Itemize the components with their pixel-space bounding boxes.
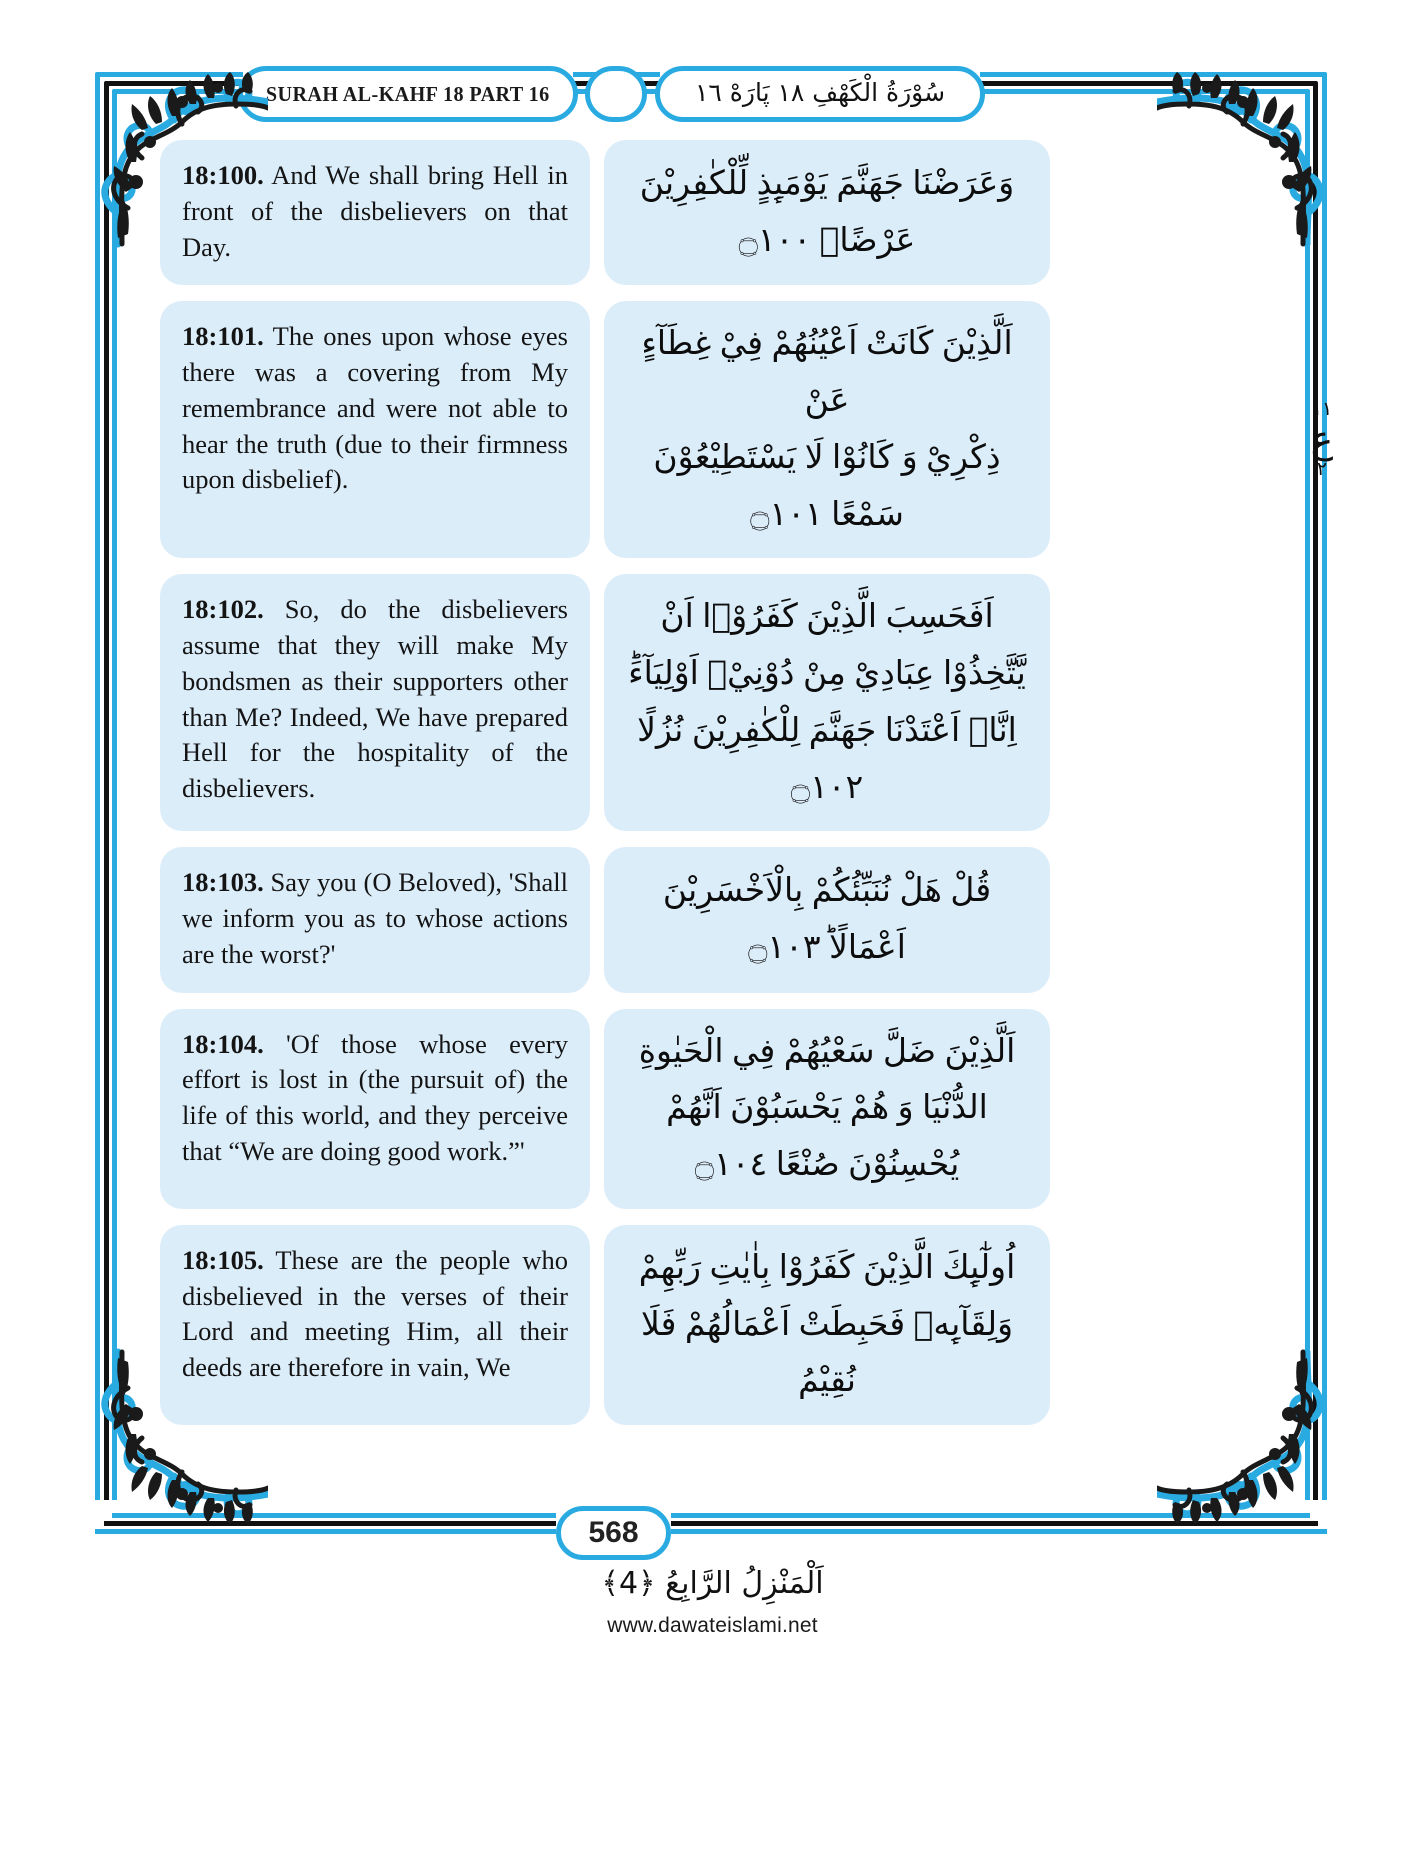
verse-reference: 18:105. bbox=[182, 1244, 264, 1275]
arabic-line: يَّتَّخِذُوْا عِبَادِيْ مِنْ دُوْنِيْۤ اَوْلِيَآءَؕ bbox=[628, 653, 1026, 693]
verse-translation-text: 'Of those whose every effort is lost in (the pursuit of) the life of this world, and they perceive that “We are doing good work.”' bbox=[182, 1028, 568, 1166]
header-connector-knob bbox=[585, 66, 647, 122]
below-frame-whitespace bbox=[0, 1500, 1425, 1850]
arabic-line: اُولٰٓىِٕكَ الَّذِيْنَ كَفَرُوْا بِاٰيٰتِ رَبِّهِمْ bbox=[638, 1246, 1016, 1286]
verse-translation-text: And We shall bring Hell in front of the disbelievers on that Day. bbox=[182, 160, 568, 262]
verse-translation-bubble bbox=[160, 140, 590, 285]
footer-rule-outer bbox=[95, 1529, 1327, 1534]
website-url: www.dawateislami.net bbox=[607, 1614, 818, 1637]
verse-arabic-bubble bbox=[604, 140, 1050, 285]
manzil-label: اَلْمَنْزِلُ الرَّابِعُ ﴿4﴾ bbox=[601, 1566, 824, 1601]
arabic-line: الدُّنْيَا وَ هُمْ يَحْسَبُوْنَ اَنَّهُمْ bbox=[666, 1087, 988, 1127]
footer-rule-middle bbox=[104, 1521, 1318, 1526]
page-number: 568 bbox=[588, 1516, 639, 1549]
verse-translation-bubble bbox=[160, 574, 590, 831]
verse-reference: 18:101. bbox=[182, 321, 264, 352]
arabic-line: اَفَحَسِبَ الَّذِيْنَ كَفَرُوْۤا اَنْ bbox=[660, 596, 994, 636]
verse-arabic-bubble bbox=[604, 1225, 1050, 1425]
verse-arabic-bubble bbox=[604, 301, 1050, 558]
verse-row bbox=[160, 1225, 1250, 1425]
header-surah-title: SURAH AL-KAHF 18 PART 16 bbox=[266, 81, 550, 106]
arabic-line: يُحْسِنُوْنَ صُنْعًا ۝١٠٤ bbox=[694, 1144, 960, 1184]
arabic-line: ذِكْرِيْ وَ كَانُوْا لَا يَسْتَطِيْعُوْنَ سَمْعًا ۝١٠١ bbox=[653, 436, 1001, 533]
verse-translation-text: These are the people who disbelieved in the verses of their Lord and meeting Him, all their deeds are therefore in vain, We bbox=[182, 1244, 568, 1383]
ruku-symbol: ع bbox=[1310, 416, 1334, 461]
arabic-line: اِنَّاۤ اَعْتَدْنَا جَهَنَّمَ لِلْكٰفِرِيْنَ نُزُلًا ۝١٠٢ bbox=[637, 709, 1017, 806]
verse-translation-bubble bbox=[160, 1009, 590, 1209]
header-surah-title-badge bbox=[238, 66, 578, 122]
verse-arabic-bubble bbox=[604, 847, 1050, 992]
verse-arabic-bubble bbox=[604, 1009, 1050, 1209]
verse-row bbox=[160, 847, 1250, 992]
verse-arabic-bubble bbox=[604, 574, 1050, 831]
arabic-line: قُلْ هَلْ نُنَبِّئُكُمْ بِالْاَخْسَرِيْنَ bbox=[662, 870, 992, 910]
header-surah-title-arabic: سُوْرَةُ الْكَهْفِ ١٨ پَارَهْ ١٦ bbox=[694, 77, 946, 107]
verse-row bbox=[160, 574, 1250, 831]
verse-translation-bubble bbox=[160, 847, 590, 992]
arabic-line: اَلَّذِيْنَ كَانَتْ اَعْيُنُهُمْ فِيْ غِطَآءٍ عَنْ bbox=[641, 323, 1013, 420]
header-surah-title-arabic-badge bbox=[655, 66, 985, 122]
verse-row bbox=[160, 301, 1250, 558]
verse-reference: 18:103. bbox=[182, 867, 264, 898]
verse-translation-bubble bbox=[160, 1225, 590, 1425]
page-number-badge bbox=[556, 1506, 671, 1560]
verse-translation-bubble bbox=[160, 301, 590, 558]
arabic-line: وَعَرَضْنَا جَهَنَّمَ يَوْمَىِٕذٍ لِّلْكٰفِرِيْنَ bbox=[639, 162, 1015, 202]
verse-row bbox=[160, 140, 1250, 285]
verse-reference: 18:102. bbox=[182, 594, 264, 625]
arabic-line: وَلِقَآىِٕهٖ فَحَبِطَتْ اَعْمَالُهُمْ فَلَا نُقِيْمُ bbox=[640, 1303, 1014, 1400]
arabic-line: عَرْضًاۙ ۝١٠٠ bbox=[738, 219, 916, 259]
ruku-top-number: ١١ bbox=[1311, 398, 1333, 420]
verse-row bbox=[160, 1009, 1250, 1209]
ruku-bottom-number: ٢ bbox=[1316, 457, 1328, 480]
footer-rule-inner bbox=[112, 1513, 1310, 1518]
verse-list bbox=[160, 140, 1250, 1500]
verse-translation-text: So, do the disbelievers assume that they will make My bondsmen as their supporters other than Me? Indeed, We have prepared Hell for the hospitality of the disbelievers. bbox=[182, 594, 568, 804]
verse-translation-text: Say you (O Beloved), 'Shall we inform you as to whose actions are the worst?' bbox=[182, 867, 568, 969]
ruku-margin-marker bbox=[1292, 400, 1352, 480]
verse-reference: 18:104. bbox=[182, 1028, 264, 1059]
arabic-line: اَعْمَالًاؕ ۝١٠٣ bbox=[748, 926, 906, 966]
verse-reference: 18:100. bbox=[182, 160, 264, 190]
verse-translation-text: The ones upon whose eyes there was a covering from My remembrance and were not able to hear the truth (due to their firmness upon disbelief). bbox=[182, 321, 568, 495]
arabic-line: اَلَّذِيْنَ ضَلَّ سَعْيُهُمْ فِي الْحَيٰوةِ bbox=[638, 1030, 1016, 1070]
